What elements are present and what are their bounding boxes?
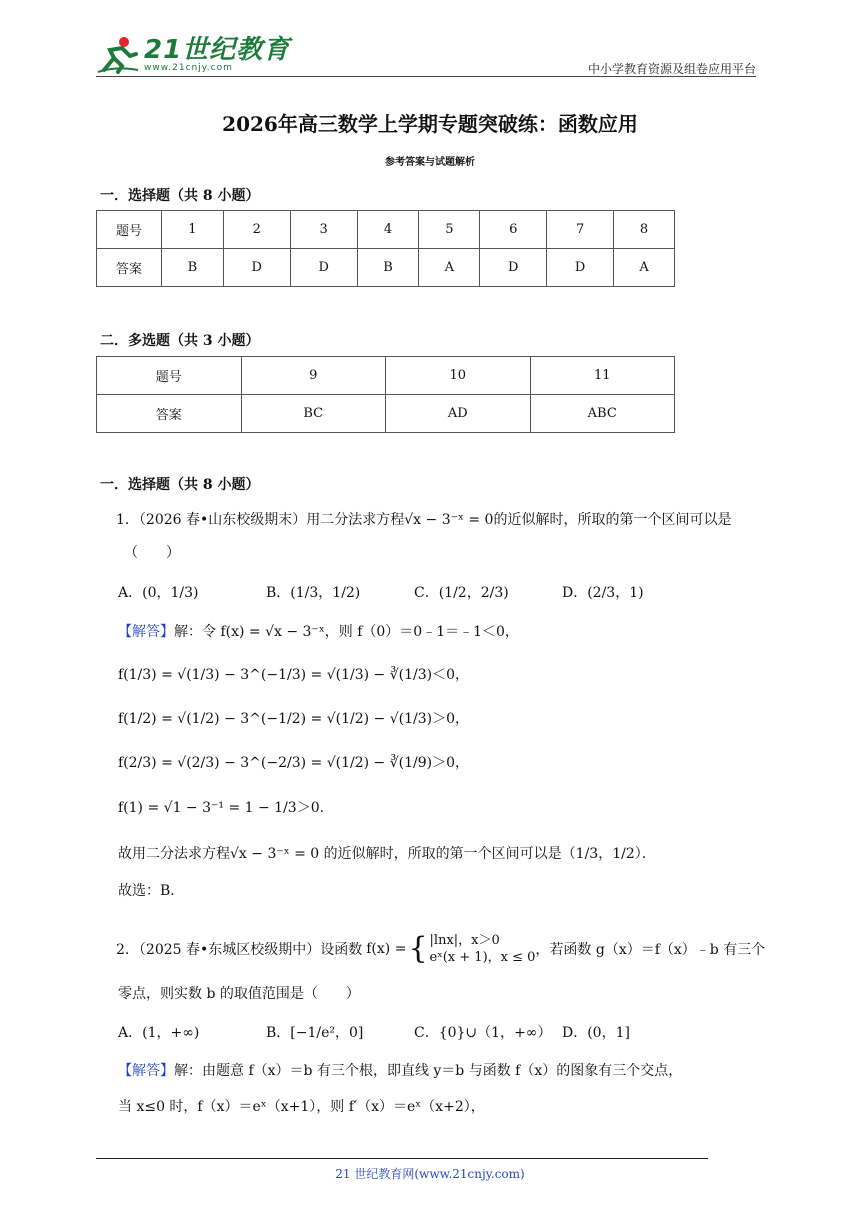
footer-divider <box>96 1158 708 1159</box>
table-cell: 5 <box>419 211 480 249</box>
table-cell: D <box>547 249 614 287</box>
table-row <box>97 395 675 433</box>
table-row <box>97 249 675 287</box>
runner-icon <box>96 36 140 74</box>
table-cell: 6 <box>480 211 547 249</box>
q2-solution-text: 解：由题意 f（x）＝b 有三个根，即直线 y＝b 与函数 f（x）的图象有三个交点， <box>174 1063 683 1079</box>
table-cell: D <box>290 249 357 287</box>
page-subtitle: 参考答案与试题解析 <box>385 157 475 168</box>
q1-solution-tag: 【解答】 <box>118 624 174 640</box>
q2-function-name: f(x) = <box>366 941 407 957</box>
q1-prefix: 1．（2026 春•山东校级期末）用二分法求方程 <box>116 512 405 528</box>
q1-solution-line: 故用二分法求方程√x − 3⁻ˣ = 0 的近似解时，所取的第一个区间可以是（1/3，1/2）． <box>118 846 656 862</box>
q1-paren: （ ） <box>124 545 180 561</box>
q2-case-1: |lnx|，x＞0 <box>429 933 500 948</box>
section-heading-solutions: 一．选择题（共 8 小题） <box>100 477 260 493</box>
table-cell: AD <box>386 395 531 433</box>
page-title: 2026年高三数学上学期专题突破练：函数应用 <box>222 112 638 136</box>
platform-label: 中小学教育资源及组卷应用平台 <box>587 62 756 76</box>
table-cell: ABC <box>530 395 675 433</box>
table-cell: B <box>162 249 224 287</box>
section-heading-choice: 一．选择题（共 8 小题） <box>100 188 260 204</box>
table-cell: D <box>223 249 290 287</box>
q1-solution-line: f(1) = √1 − 3⁻¹ = 1 − 1/3＞0． <box>118 800 334 816</box>
q1-option-c: C．(1/2，2/3) <box>414 585 509 601</box>
table-cell: 答案 <box>97 249 162 287</box>
table-cell: 1 <box>162 211 224 249</box>
q1-option-a: A．(0，1/3) <box>118 585 199 601</box>
table-cell: A <box>419 249 480 287</box>
table-cell: 4 <box>357 211 419 249</box>
question-1-stem <box>116 509 731 529</box>
table-cell: 11 <box>530 357 675 395</box>
table-row <box>97 211 675 249</box>
table-cell: 题号 <box>97 357 242 395</box>
section-heading-multi: 二．多选题（共 3 小题） <box>100 333 260 349</box>
q1-solution-text: 解：令 f(x) = √x − 3⁻ˣ，则 f（0）＝0﹣1＝﹣1＜0， <box>174 624 519 640</box>
table-cell: 9 <box>241 357 386 395</box>
q1-equation: √x − 3⁻ˣ = 0 <box>404 512 494 528</box>
table-row <box>97 357 675 395</box>
q1-solution-line: 故选：B． <box>118 883 185 899</box>
answer-table-choice <box>96 210 675 287</box>
header-divider <box>96 76 756 77</box>
q2-solution-line <box>118 1060 682 1080</box>
q2-stem-line-2: 零点，则实数 b 的取值范围是（ ） <box>118 986 360 1002</box>
footer-link[interactable]: 21 世纪教育网(www.21cnjy.com) <box>335 1167 525 1181</box>
table-cell: D <box>480 249 547 287</box>
q1-solution-line: f(1/2) = √(1/2) − 3^(−1/2) = √(1/2) − √(1/3)＞0， <box>118 711 470 727</box>
q2-option-c: C．{0}∪（1，+∞） <box>414 1025 552 1041</box>
q1-option-d: D．(2/3，1) <box>562 585 644 601</box>
q1-suffix: 的近似解时，所取的第一个区间可以是 <box>493 512 732 528</box>
q2-solution-tag: 【解答】 <box>118 1063 174 1079</box>
q2-solution-line: 当 x≤0 时，f（x）＝eˣ（x+1），则 f′（x）＝eˣ（x+2）， <box>118 1099 485 1115</box>
logo-main-text: 21世纪教育 <box>144 35 291 65</box>
q2-prefix: 2．（2025 春•东城区校级期中）设函数 <box>116 942 363 958</box>
table-cell: 10 <box>386 357 531 395</box>
q1-solution-line <box>118 621 519 641</box>
q2-option-a: A．(1，+∞) <box>118 1025 200 1041</box>
q1-solution-line: f(2/3) = √(2/3) − 3^(−2/3) = √(1/2) − ∛(1/9)＞0， <box>118 755 470 771</box>
logo-url-text: www.21cnjy.com <box>144 63 233 73</box>
table-cell: B <box>357 249 419 287</box>
q1-option-b: B．(1/3，1/2) <box>266 585 361 601</box>
q2-suffix: ，若函数 g（x）＝f（x）﹣b 有三个 <box>535 942 766 958</box>
table-cell: 7 <box>547 211 614 249</box>
table-cell: 3 <box>290 211 357 249</box>
table-cell: 2 <box>223 211 290 249</box>
table-cell: BC <box>241 395 386 433</box>
answer-table-multi <box>96 356 675 433</box>
q1-solution-line: f(1/3) = √(1/3) − 3^(−1/3) = √(1/3) − ∛(1/3)＜0， <box>118 667 470 683</box>
table-cell: 题号 <box>97 211 162 249</box>
q2-option-b: B．[−1/e²，0] <box>266 1025 364 1041</box>
q2-option-d: D．(0，1] <box>562 1025 630 1041</box>
table-cell: 8 <box>614 211 675 249</box>
question-2-stem <box>116 932 765 966</box>
q2-case-2: eˣ(x + 1)，x ≤ 0 <box>429 950 536 965</box>
brace-icon: { <box>408 931 428 966</box>
table-cell: A <box>614 249 675 287</box>
logo <box>96 36 290 74</box>
table-cell: 答案 <box>97 395 242 433</box>
